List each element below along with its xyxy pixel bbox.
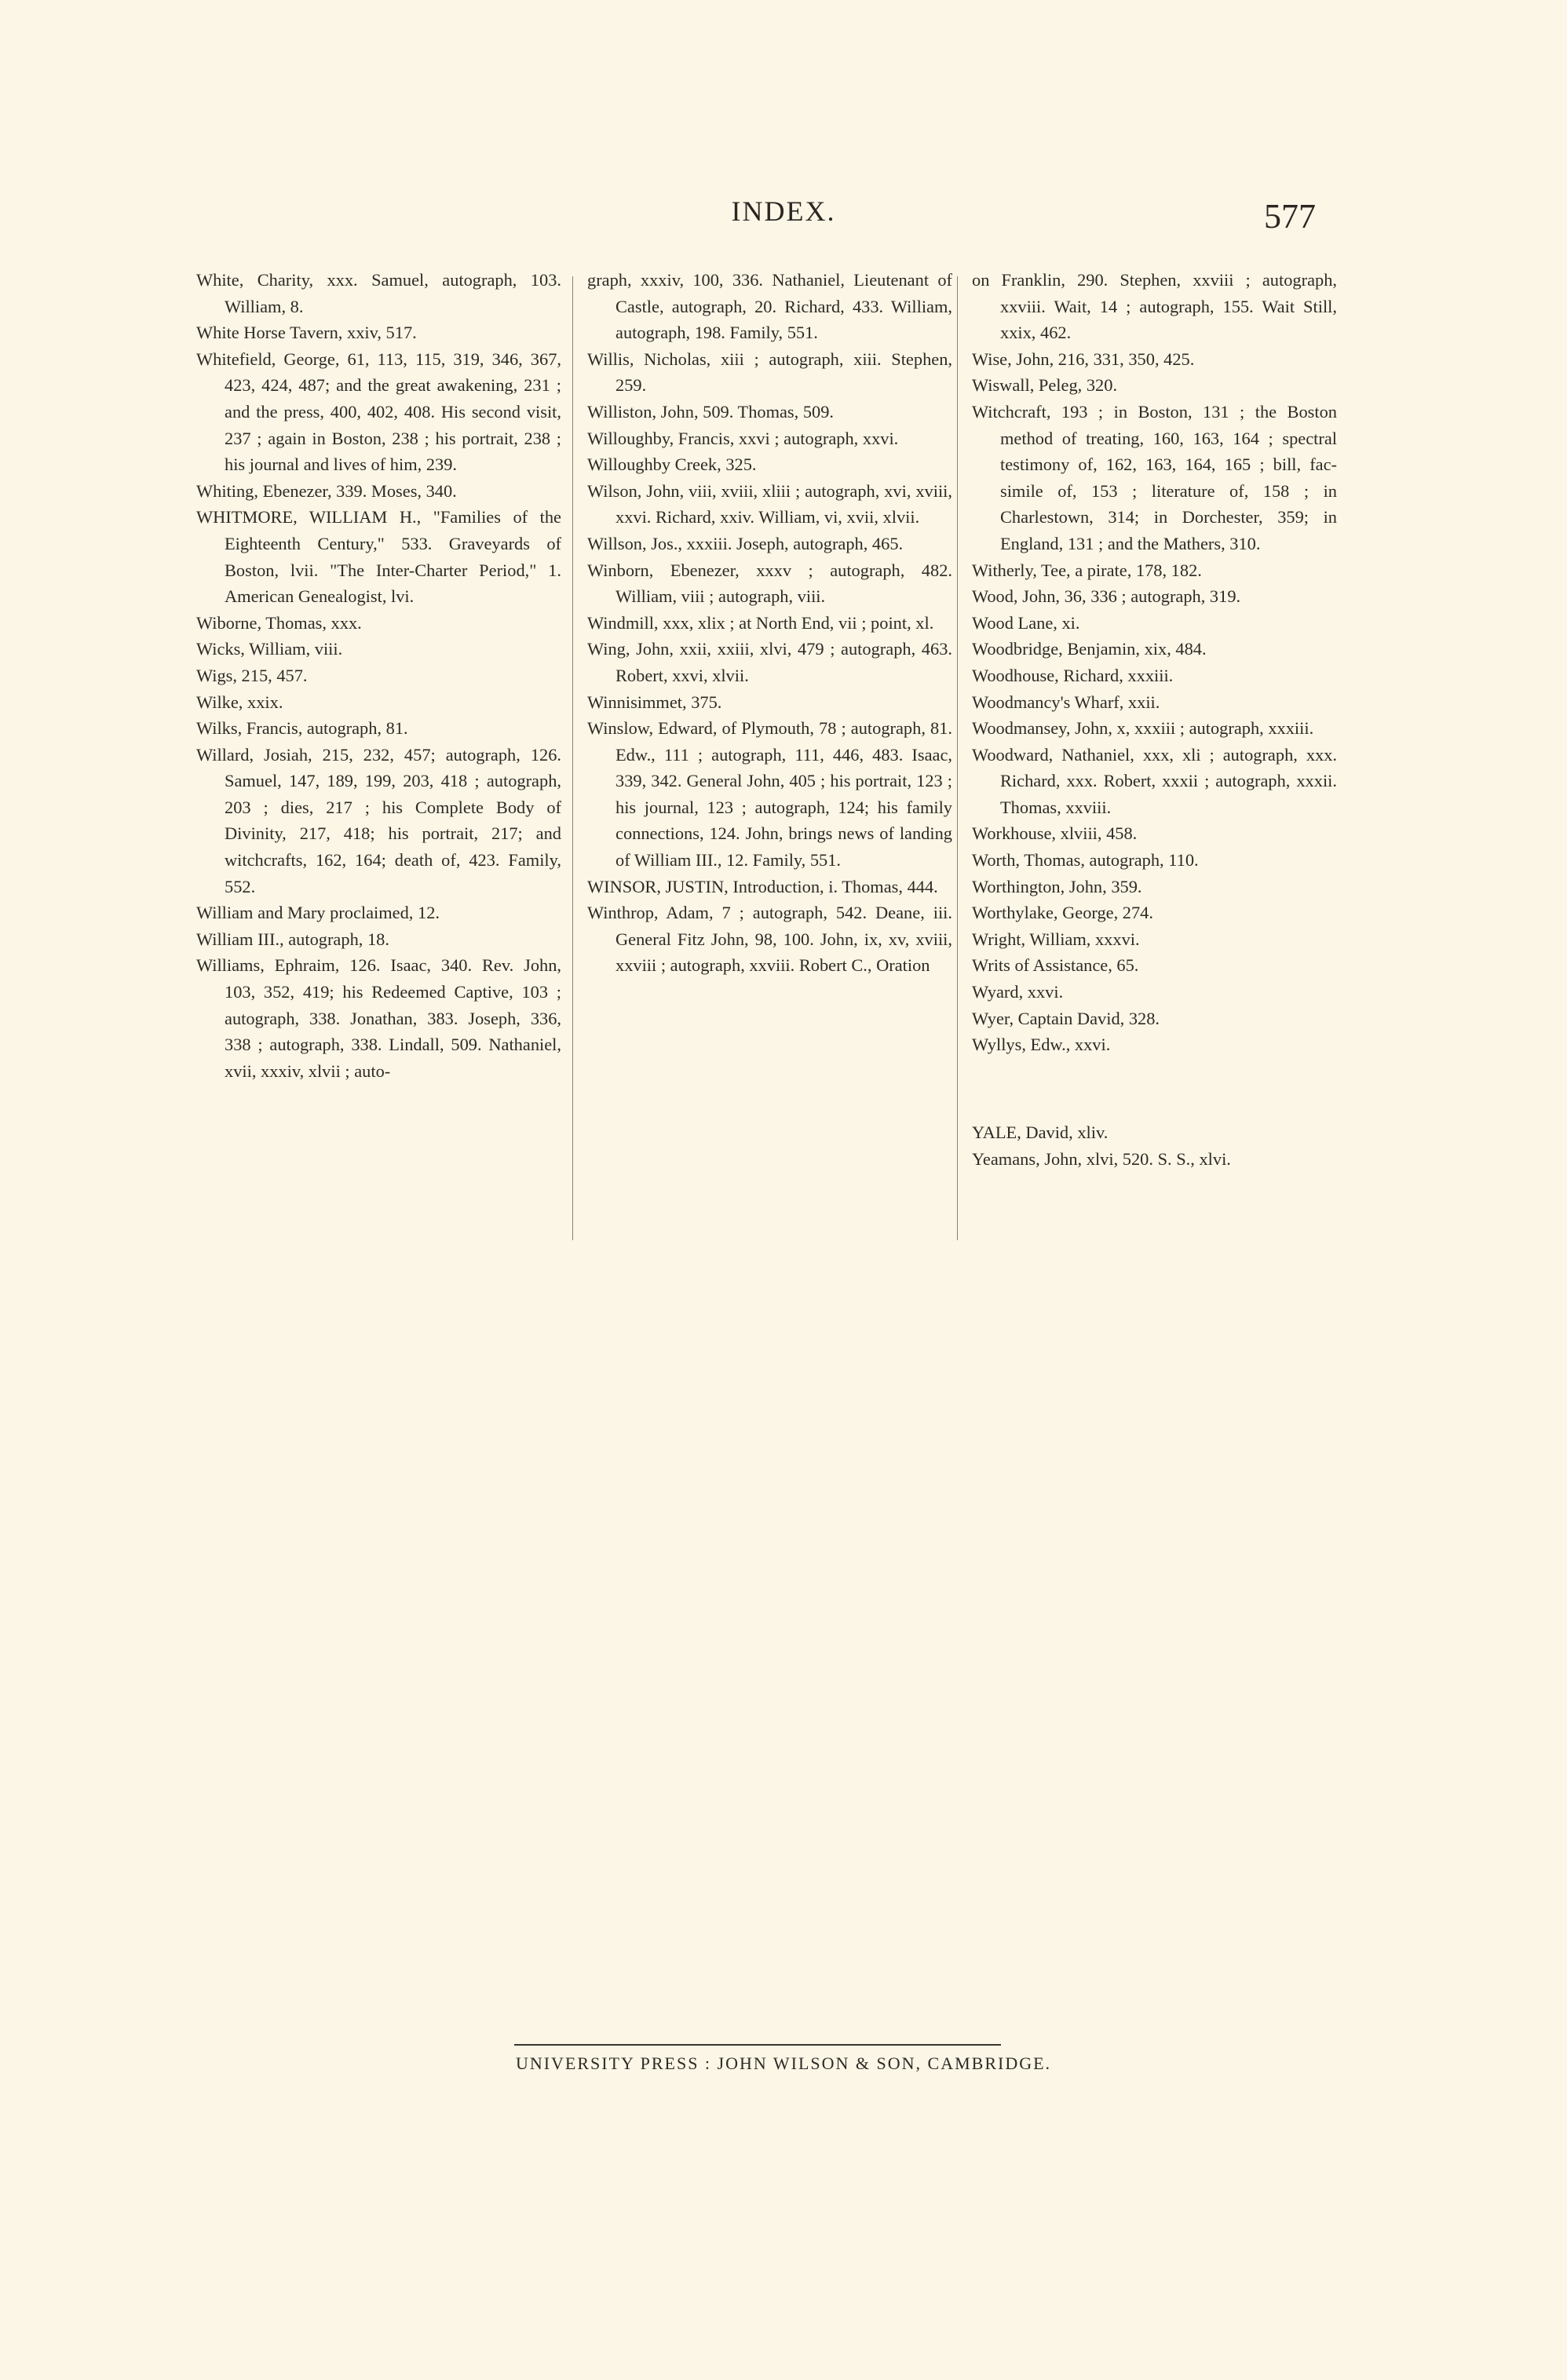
index-entry: Williston, John, 509. Thomas, 509. [587, 401, 835, 422]
page-number: 577 [1264, 197, 1316, 235]
index-entry: Woodhouse, Richard, xxxiii. [972, 665, 1174, 685]
index-entry: Witchcraft, 193 ; in Boston, 131 ; the Boston method of treating, 160, 163, 164 ; spectral testimony of, 162, 163, 164, 165 ; bill, fac-simile of, 153 ; literature of, 158 ; in Charlestown, 314; in Dorchester, 359; in England, 131 ; and the Mathers, 310. [972, 401, 1337, 553]
index-entry: Worth, Thomas, autograph, 110. [972, 850, 1199, 871]
index-entry: Wyard, xxvi. [972, 982, 1064, 1002]
index-entry: WHITMORE, WILLIAM H., "Families of the Eighteenth Century," 533. Graveyards of Boston, lvii. "The Inter-Charter Period," 1. American Genealogist, lvi. [196, 507, 561, 607]
index-entry: Willoughby, Francis, xxvi ; autograph, xxvi. [587, 428, 899, 448]
index-entry: Winthrop, Adam, 7 ; autograph, 542. Deane, iii. General Fitz John, 98, 100. John, ix, xv, xviii, xxviii ; autograph, xxviii. Robert C., Oration [587, 903, 952, 976]
index-entry: WINSOR, JUSTIN, Introduction, i. Thomas, 444. [587, 876, 938, 896]
index-entry: Workhouse, xlviii, 458. [972, 823, 1138, 844]
index-entry: Wright, William, xxxvi. [972, 929, 1140, 949]
index-entry: Wigs, 215, 457. [196, 665, 308, 685]
index-entry: William and Mary proclaimed, 12. [196, 903, 440, 923]
index-entry: Wyer, Captain David, 328. [972, 1008, 1160, 1028]
index-entry: on Franklin, 290. Stephen, xxviii ; autograph, xxviii. Wait, 14 ; autograph, 155. Wait Still, xxix, 462. [972, 270, 1337, 343]
index-entry: Willson, Jos., xxxiii. Joseph, autograph, 465. [587, 533, 904, 553]
index-entry: Wood, John, 36, 336 ; autograph, 319. [972, 586, 1241, 607]
index-column-2 [587, 267, 952, 979]
index-entry: Wilson, John, viii, xviii, xliii ; autograph, xvi, xviii, xxvi. Richard, xxiv. William, vi, xvii, xlvii. [587, 480, 952, 527]
index-entry: Yeamans, John, xlvi, 520. S. S., xlvi. [972, 1148, 1231, 1169]
index-entry: Winborn, Ebenezer, xxxv ; autograph, 482. William, viii ; autograph, viii. [587, 560, 952, 607]
index-entry: Whiting, Ebenezer, 339. Moses, 340. [196, 480, 457, 501]
index-entry: White, Charity, xxx. Samuel, autograph, 103. William, 8. [196, 270, 561, 316]
index-entry: Wilke, xxix. [196, 692, 283, 712]
index-entry: Woodward, Nathaniel, xxx, xli ; autograph, xxx. Richard, xxx. Robert, xxxii ; autograph, xxxii. Thomas, xxviii. [972, 744, 1337, 817]
index-entry: William III., autograph, 18. [196, 929, 389, 949]
index-entry: Wilks, Francis, autograph, 81. [196, 718, 408, 739]
index-entry: Writs of Assistance, 65. [972, 955, 1139, 976]
index-entry: Woodmancy's Wharf, xxii. [972, 692, 1160, 712]
index-entry: Wise, John, 216, 331, 350, 425. [972, 349, 1195, 369]
running-title: INDEX. [731, 195, 836, 227]
index-entry: Worthington, John, 359. [972, 876, 1142, 896]
printer-imprint: UNIVERSITY PRESS : JOHN WILSON & SON, CAMBRIDGE. [515, 2053, 1052, 2073]
index-entry: Witherly, Tee, a pirate, 178, 182. [972, 560, 1202, 580]
index-entry: Woodmansey, John, x, xxxiii ; autograph, xxxiii. [972, 718, 1314, 739]
index-entry: Windmill, xxx, xlix ; at North End, vii ; point, xl. [587, 612, 934, 633]
column-divider [572, 276, 573, 1240]
index-entry: Whitefield, George, 61, 113, 115, 319, 346, 367, 423, 424, 487; and the great awakening, 231 ; and the press, 400, 402, 408. His second visit, 237 ; again in Boston, 238 ; his portrait, 238 ; his journal and lives of him, 239. [196, 349, 561, 475]
index-entry: Wiswall, Peleg, 320. [972, 375, 1118, 396]
column-divider [957, 276, 958, 1240]
index-entry: Wiborne, Thomas, xxx. [196, 612, 362, 633]
index-entry: Wing, John, xxii, xxiii, xlvi, 479 ; autograph, 463. Robert, xxvi, xlvii. [587, 639, 952, 685]
index-entry: Woodbridge, Benjamin, xix, 484. [972, 639, 1207, 659]
index-entry: Wicks, William, viii. [196, 639, 343, 659]
index-entry: Willard, Josiah, 215, 232, 457; autograph, 126. Samuel, 147, 189, 199, 203, 418 ; autograph, 203 ; dies, 217 ; his Complete Body of Divinity, 217, 418; his portrait, 217; and witchcrafts, 162, 164; death of, 423. Family, 552. [196, 744, 561, 896]
footer-rule [514, 2044, 1001, 2046]
index-entry: Willoughby Creek, 325. [587, 454, 757, 475]
index-entry: Wood Lane, xi. [972, 612, 1080, 633]
index-entry: Winnisimmet, 375. [587, 692, 722, 712]
index-entry: Williams, Ephraim, 126. Isaac, 340. Rev. John, 103, 352, 419; his Redeemed Captive, 103 ; autograph, 338. Jonathan, 383. Joseph, 336, 338 ; autograph, 338. Lindall, 509. Nathaniel, xvii, xxxiv, xlvii ; auto- [196, 955, 561, 1081]
index-column-3 [972, 267, 1337, 1172]
index-entry: Wyllys, Edw., xxvi. [972, 1035, 1111, 1055]
index-entry: graph, xxxiv, 100, 336. Nathaniel, Lieutenant of Castle, autograph, 20. Richard, 433. William, autograph, 198. Family, 551. [587, 270, 952, 343]
index-entry: Willis, Nicholas, xiii ; autograph, xiii. Stephen, 259. [587, 349, 952, 396]
index-entry: YALE, David, xliv. [972, 1122, 1109, 1143]
index-spacer [972, 1075, 1337, 1102]
index-entry: Winslow, Edward, of Plymouth, 78 ; autograph, 81. Edw., 111 ; autograph, 111, 446, 483. Isaac, 339, 342. General John, 405 ; his portrait, 123 ; his journal, 123 ; autograph, 124; his family connections, 124. John, brings news of landing of William III., 12. Family, 551. [587, 718, 952, 871]
index-entry: Worthylake, George, 274. [972, 903, 1153, 923]
index-column-1 [196, 267, 561, 1084]
index-entry: White Horse Tavern, xxiv, 517. [196, 323, 417, 343]
